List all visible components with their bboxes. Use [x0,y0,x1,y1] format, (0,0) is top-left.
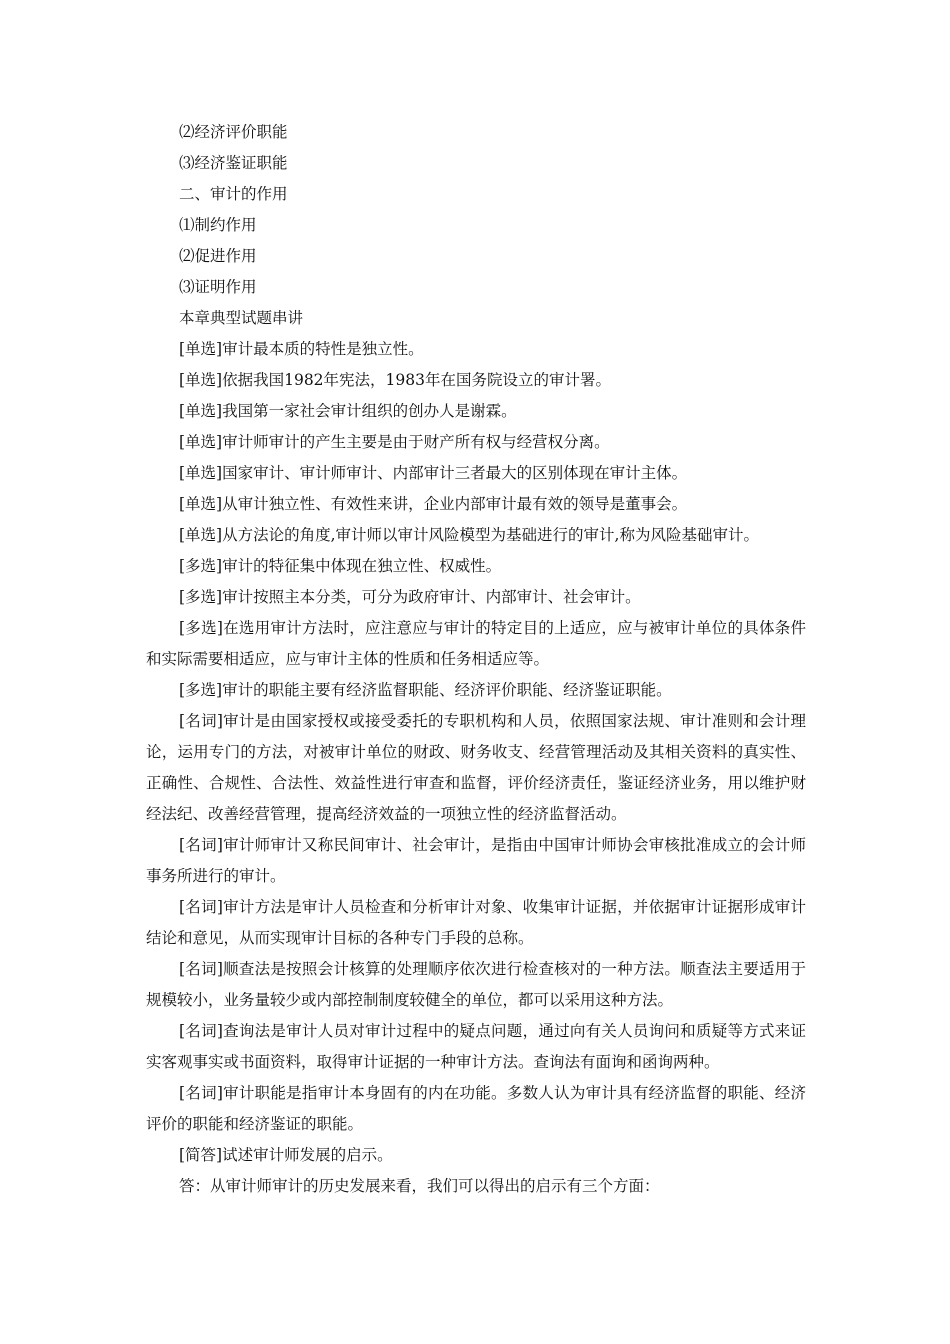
definition-paragraph: [名词]审计方法是审计人员检查和分析审计对象、收集审计证据，并依据审计证据形成审计结论和意见，从而实现审计目标的各种专门手段的总称。 [146,898,806,947]
question-single-choice: [单选]依据我国1982年宪法，1983年在国务院设立的审计署。 [179,371,611,389]
document-body [146,117,806,1202]
question-single-choice: [单选]我国第一家社会审计组织的创办人是谢霖。 [179,402,517,420]
question-multiple-choice-paragraph: [多选]审计的职能主要有经济监督职能、经济评价职能、经济鉴证职能。 [179,681,672,699]
list-item-proof-role: ⑶证明作用 [179,278,257,296]
answer-paragraph: 答：从审计师审计的历史发展来看，我们可以得出的启示有三个方面： [179,1177,660,1195]
definition-paragraph: [名词]审计职能是指审计本身固有的内在功能。多数人认为审计具有经济监督的职能、经济评价的职能和经济鉴证的职能。 [146,1084,806,1133]
short-answer-question: [简答]试述审计师发展的启示。 [179,1146,393,1164]
question-multiple-choice: [多选]审计的特征集中体现在独立性、权威性。 [179,557,502,575]
question-single-choice: [单选]审计师审计的产生主要是由于财产所有权与经营权分离。 [179,433,610,451]
question-single-choice: [单选]国家审计、审计师审计、内部审计三者最大的区别体现在审计主体。 [179,464,688,482]
question-single-choice: [单选]从审计独立性、有效性来讲，企业内部审计最有效的领导是董事会。 [179,495,688,513]
section-heading-typical-questions: 本章典型试题串讲 [179,309,304,327]
definition-paragraph: [名词]顺查法是按照会计核算的处理顺序依次进行检查核对的一种方法。顺查法主要适用于规模较小，业务量较少或内部控制制度较健全的单位，都可以采用这种方法。 [146,960,806,1009]
definition-paragraph: [名词]审计是由国家授权或接受委托的专职机构和人员，依照国家法规、审计准则和会计理论，运用专门的方法，对被审计单位的财政、财务收支、经营管理活动及其相关资料的真实性、正确性、合规性、合法性、效益性进行审查和监督，评价经济责任，鉴证经济业务，用以维护财经法纪、改善经营管理，提高经济效益的一项独立性的经济监督活动。 [146,712,806,823]
list-item-promotion-role: ⑵促进作用 [179,247,257,265]
list-item-economic-attestation: ⑶经济鉴证职能 [179,154,288,172]
question-single-choice: [单选]审计最本质的特性是独立性。 [179,340,424,358]
definition-paragraph: [名词]查询法是审计人员对审计过程中的疑点问题，通过向有关人员询问和质疑等方式来证实客观事实或书面资料，取得审计证据的一种审计方法。查询法有面询和函询两种。 [146,1022,806,1071]
question-single-choice: [单选]从方法论的角度,审计师以审计风险模型为基础进行的审计,称为风险基础审计。 [179,526,759,544]
question-multiple-choice: [多选]审计按照主本分类，可分为政府审计、内部审计、社会审计。 [179,588,641,606]
question-multiple-choice-paragraph: [多选]在选用审计方法时，应注意应与审计的特定目的上适应，应与被审计单位的具体条件和实际需要相适应，应与审计主体的性质和任务相适应等。 [146,619,806,668]
list-item-economic-evaluation: ⑵经济评价职能 [179,123,288,141]
list-item-restraint-role: ⑴制约作用 [179,216,257,234]
definition-paragraph: [名词]审计师审计又称民间审计、社会审计，是指由中国审计师协会审核批准成立的会计师事务所进行的审计。 [146,836,806,885]
section-heading-audit-role: 二、审计的作用 [179,185,288,203]
